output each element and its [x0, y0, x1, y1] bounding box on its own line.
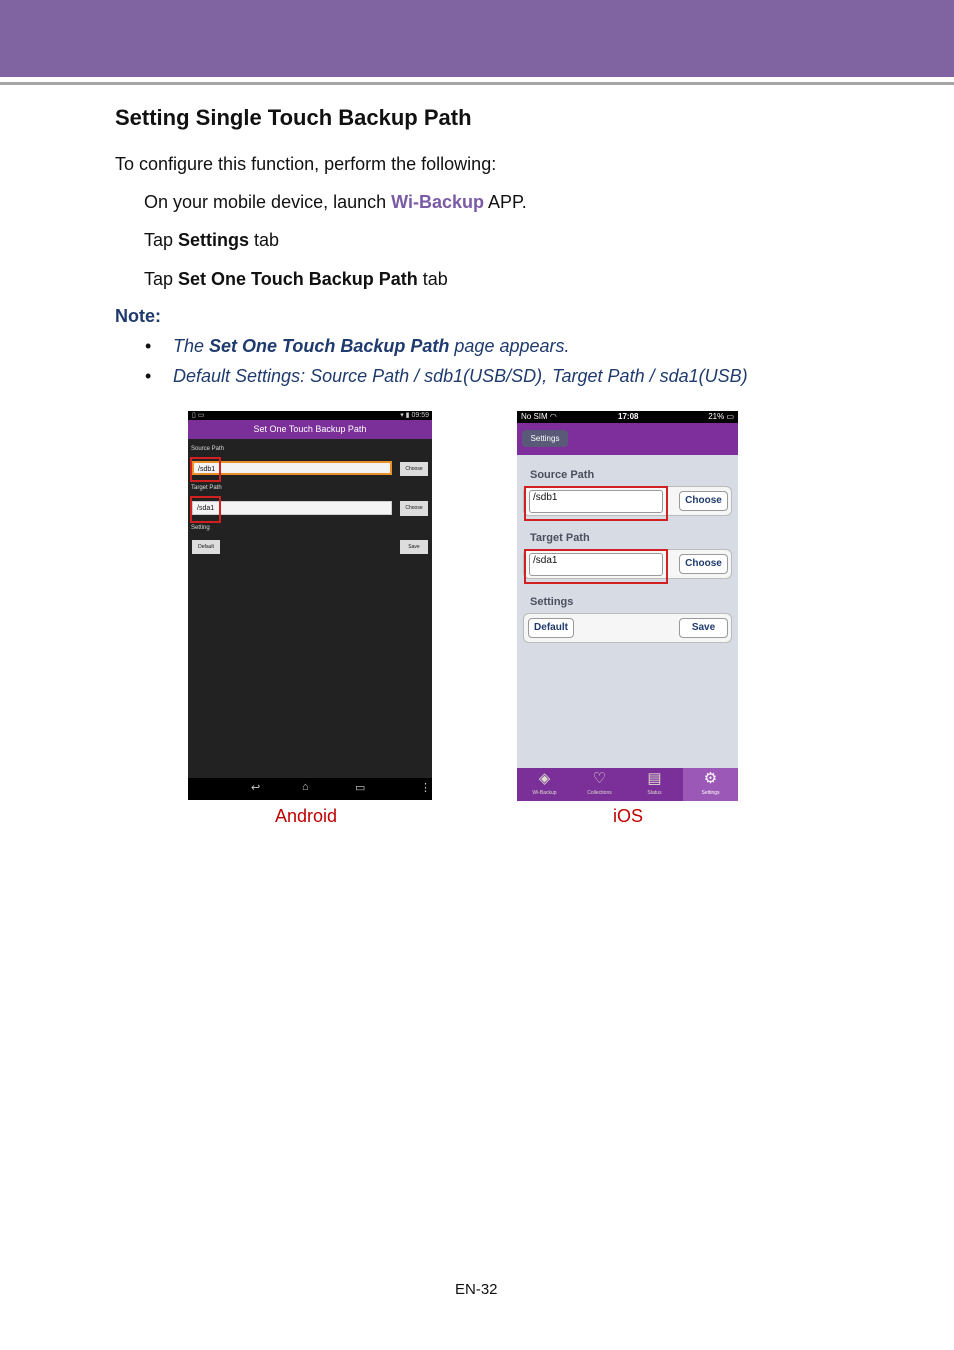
- menu-icon[interactable]: ⋮: [420, 782, 431, 794]
- ios-settings-label: Settings: [530, 596, 574, 608]
- android-target-label: Target Path: [191, 485, 222, 491]
- tab-status[interactable]: [627, 768, 682, 801]
- home-icon[interactable]: ⌂: [302, 781, 309, 793]
- step-3-suffix: tab: [417, 269, 448, 289]
- tab-collections[interactable]: [572, 768, 627, 801]
- ios-source-input[interactable]: /sdb1: [529, 490, 663, 513]
- recents-icon[interactable]: ▭: [355, 782, 366, 794]
- tab-label: Settings: [701, 790, 720, 796]
- note-1-suffix: page appears.: [449, 336, 570, 356]
- section-title: Setting Single Touch Backup Path: [115, 105, 472, 130]
- carrier-text: No SIM: [521, 412, 548, 421]
- android-save-button[interactable]: Save: [400, 540, 428, 554]
- ios-target-choose-button[interactable]: Choose: [679, 554, 728, 574]
- step-1: [144, 192, 527, 213]
- ios-screenshot: [517, 411, 738, 801]
- ios-tab-bar: [517, 768, 738, 801]
- android-setting-label: Setting: [191, 525, 210, 531]
- ios-target-input[interactable]: /sda1: [529, 553, 663, 576]
- note-1-text: The: [173, 336, 210, 356]
- tab-label: Wi-Backup: [532, 790, 557, 796]
- ios-carrier: [521, 412, 557, 421]
- tab-wi-backup[interactable]: [517, 768, 572, 801]
- step-2: [144, 230, 279, 251]
- highlight-box: [190, 457, 221, 482]
- step-1-suffix: APP.: [484, 192, 527, 212]
- android-time: 09:59: [411, 412, 429, 419]
- ios-battery: [708, 412, 734, 421]
- android-target-choose-button[interactable]: Choose: [400, 501, 428, 516]
- settings-tab-ref: Settings: [178, 230, 250, 250]
- android-target-input[interactable]: /sda1: [192, 501, 392, 515]
- android-clock: ▾ ▮ 09:59: [400, 412, 429, 419]
- step-3: [144, 269, 448, 290]
- ios-nav-bar: [517, 423, 738, 455]
- ios-source-choose-button[interactable]: Choose: [679, 491, 728, 511]
- battery-icon: ▭: [726, 412, 734, 421]
- notification-icon: ▯ ▭: [192, 412, 205, 419]
- android-caption: Android: [275, 806, 338, 826]
- android-screenshot: [188, 411, 432, 800]
- backup-path-tab-ref: Set One Touch Backup Path: [178, 269, 418, 289]
- header-banner: [0, 0, 954, 77]
- ios-save-button[interactable]: Save: [679, 618, 728, 638]
- android-source-input[interactable]: /sdb1: [192, 461, 392, 475]
- step-3-text: Tap: [144, 269, 179, 289]
- note-2-text: Default Settings: Source Path / sdb1(USB/SD), Target Path / sda1(USB): [173, 366, 748, 386]
- step-2-suffix: tab: [249, 230, 280, 250]
- highlight-box: [524, 486, 668, 521]
- android-nav-bar: [188, 778, 432, 800]
- wifi-backup-icon: ◈: [538, 770, 551, 787]
- tab-label: Status: [647, 790, 662, 796]
- ios-target-label: Target Path: [530, 532, 590, 544]
- note-1-bold: Set One Touch Backup Path: [209, 336, 450, 356]
- ios-time: 17:08: [618, 412, 639, 421]
- android-source-label: Source Path: [191, 446, 225, 452]
- ios-back-button[interactable]: Settings: [522, 430, 568, 447]
- tab-label: Collections: [587, 790, 612, 796]
- tab-settings[interactable]: [683, 768, 738, 801]
- bullet-icon: •: [145, 366, 152, 386]
- android-source-choose-button[interactable]: Choose: [400, 462, 428, 476]
- back-icon[interactable]: ↩: [251, 782, 261, 794]
- battery-text: 21%: [708, 412, 725, 421]
- bullet-icon: •: [145, 336, 152, 356]
- header-rule: [0, 82, 954, 85]
- intro-text: To configure this function, perform the following:: [115, 154, 497, 174]
- document-icon: ▤: [647, 770, 662, 787]
- app-name: Wi-Backup: [391, 192, 484, 212]
- step-1-text: On your mobile device, launch: [144, 192, 392, 212]
- ios-caption: iOS: [613, 806, 644, 826]
- highlight-box: [524, 549, 668, 584]
- ios-source-label: Source Path: [530, 469, 595, 481]
- gear-icon: ⚙: [703, 770, 718, 787]
- page-number: EN-32: [455, 1281, 498, 1298]
- ios-default-button[interactable]: Default: [528, 618, 574, 638]
- highlight-box: [190, 496, 221, 523]
- note-label: Note:: [115, 306, 161, 326]
- android-default-button[interactable]: Default: [192, 540, 220, 554]
- step-2-text: Tap: [144, 230, 179, 250]
- heart-icon: ♡: [592, 770, 607, 787]
- android-status-bar: [188, 411, 432, 420]
- wifi-icon: ◠: [549, 412, 557, 421]
- android-action-bar-title: Set One Touch Backup Path: [188, 420, 432, 439]
- ios-status-bar: [517, 411, 738, 423]
